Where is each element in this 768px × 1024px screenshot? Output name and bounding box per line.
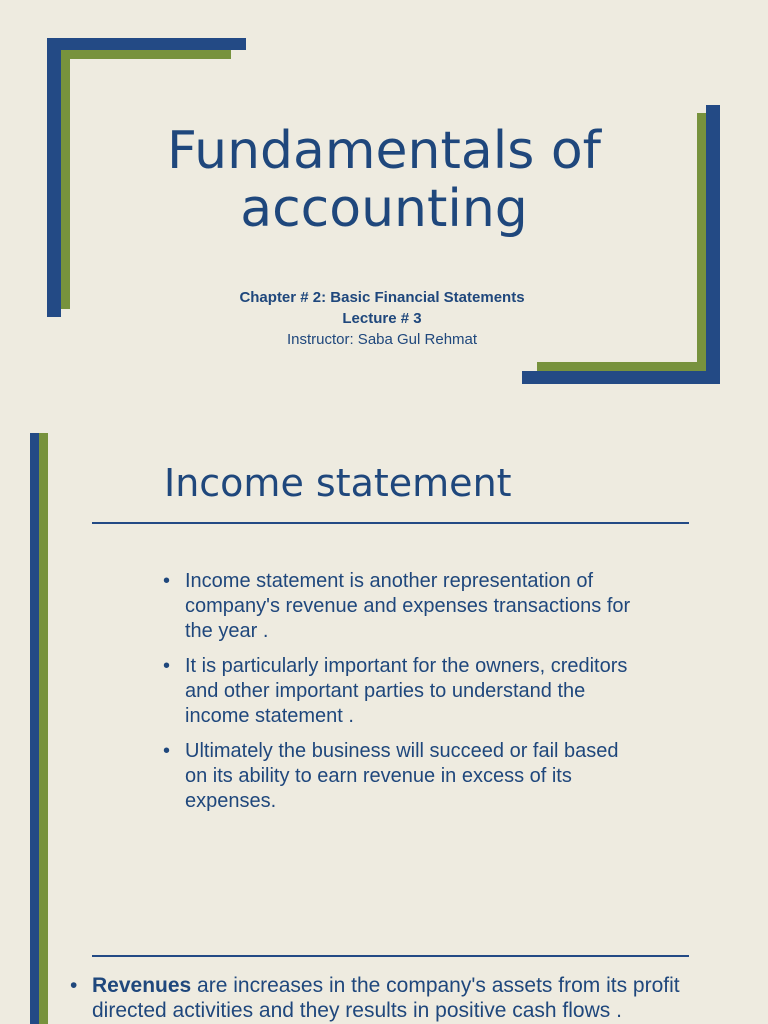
list-item bbox=[163, 654, 643, 729]
corner-bracket-bottom-right-blue-h bbox=[522, 371, 720, 384]
slide-title-line-1: Fundamentals of bbox=[167, 121, 601, 181]
revenues-definition: are increases in the company's assets from its profit directed activities and they results in positive cash flows . bbox=[92, 974, 680, 1022]
bullet-icon: • bbox=[163, 570, 171, 592]
income-statement-bullets bbox=[163, 569, 643, 824]
bullet-text: It is particularly important for the owners, creditors and other important parties to understand the income statement . bbox=[185, 655, 628, 727]
revenues-term: Revenues bbox=[92, 974, 192, 997]
list-item bbox=[163, 739, 643, 814]
bullet-text: Income statement is another representation of company's revenue and expenses transactions for the year . bbox=[185, 570, 631, 642]
revenues-bullets bbox=[70, 973, 740, 1023]
bullet-icon: • bbox=[163, 655, 171, 677]
left-accent-bar-blue bbox=[30, 433, 39, 1024]
section-title: Income statement bbox=[164, 461, 512, 505]
list-item bbox=[70, 973, 740, 1023]
section-divider bbox=[92, 955, 689, 957]
title-divider bbox=[92, 522, 689, 524]
left-accent-bar-green bbox=[39, 433, 48, 1024]
bullet-icon: • bbox=[70, 974, 78, 997]
corner-bracket-top-left-green-h bbox=[61, 50, 231, 59]
bullet-text: Ultimately the business will succeed or fail based on its ability to earn revenue in excess of its expenses. bbox=[185, 740, 619, 812]
slide-subtitle bbox=[0, 287, 764, 350]
corner-bracket-bottom-right-green-h bbox=[537, 362, 706, 371]
bullet-icon: • bbox=[163, 740, 171, 762]
instructor-label: Instructor: Saba Gul Rehmat bbox=[286, 331, 478, 348]
list-item bbox=[163, 569, 643, 644]
lecture-label: Lecture # 3 bbox=[342, 310, 422, 327]
chapter-label: Chapter # 2: Basic Financial Statements bbox=[239, 289, 525, 306]
slide-title-line-2: accounting bbox=[240, 179, 528, 239]
corner-bracket-top-left-blue-h bbox=[47, 38, 246, 50]
slide-title bbox=[0, 122, 768, 238]
